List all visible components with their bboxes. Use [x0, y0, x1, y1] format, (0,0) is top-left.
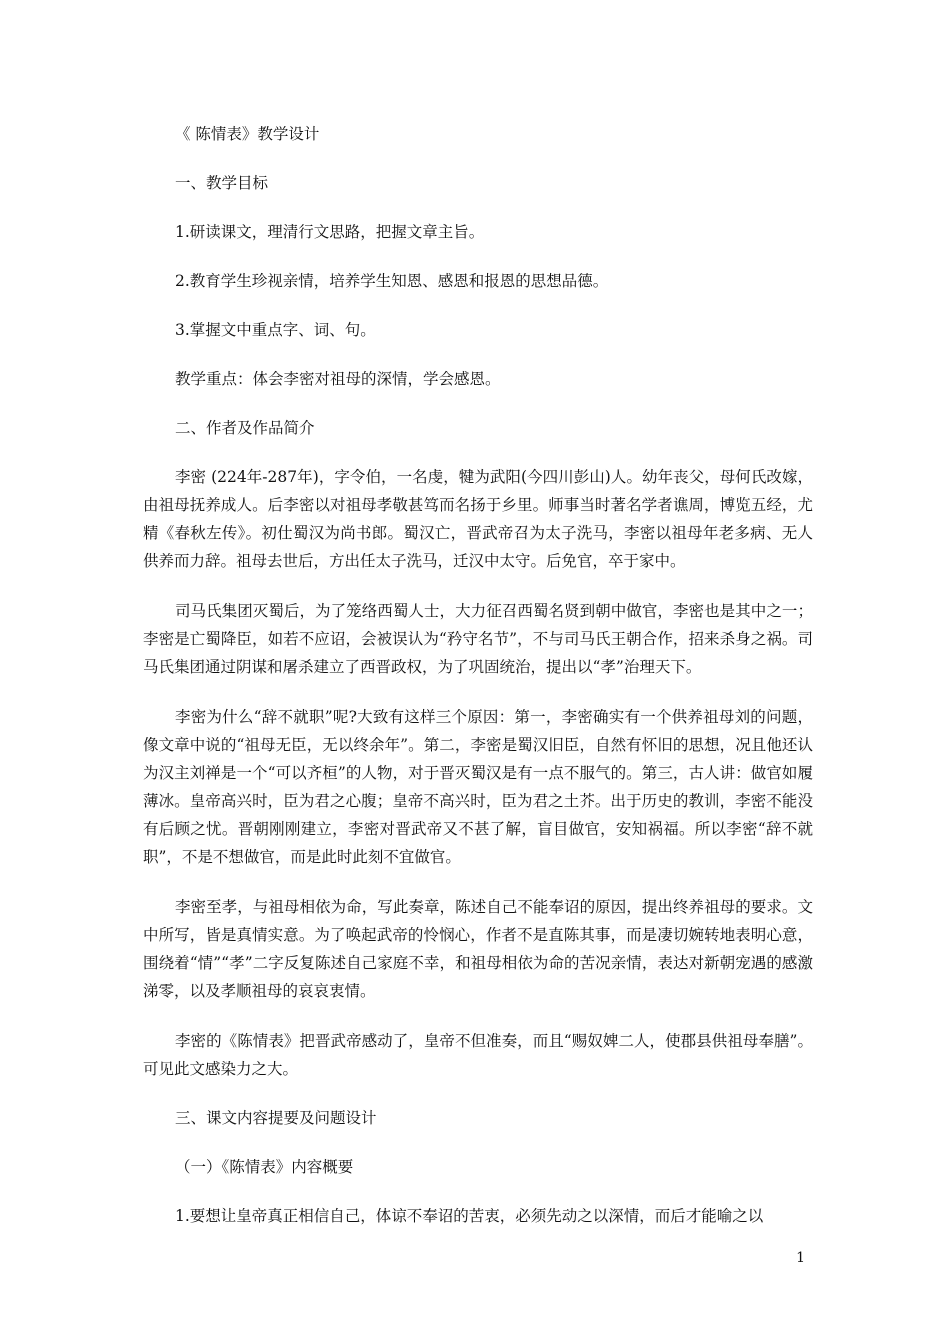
content-item: 1.要想让皇帝真正相信自己，体谅不奉诏的苦衷，必须先动之以深情，而后才能喻之以 — [175, 1207, 764, 1225]
paragraph: 李密 (224年-287年)，字令伯，一名虔，犍为武阳(今四川彭山)人。幼年丧父，母何氏改嫁，由祖母抚养成人。后李密以对祖母孝敬甚笃而名扬于乡里。师事当时著名学者谯周，博览五经，尤精《春秋左传》。初仕蜀汉为尚书郎。蜀汉亡，晋武帝召为太子洗马，李密以祖母年老多病、无人供养而力辞。祖母去世后，方出任太子洗马，迁汉中太守。后免官，卒于家中。 — [143, 468, 813, 570]
section-heading-objectives: 一、教学目标 — [175, 174, 269, 192]
document-title: 《 陈情表》教学设计 — [175, 125, 320, 143]
paragraph: 李密至孝，与祖母相依为命，写此奏章，陈述自己不能奉诏的原因，提出终养祖母的要求。文中所写，皆是真情实意。为了唤起武帝的怜悯心，作者不是直陈其事，而是凄切婉转地表明心意，围绕着“情”“孝”二字反复陈述自己家庭不幸，和祖母相依为命的苦况亲情，表达对新朝宠遇的感激涕零，以及孝顺祖母的哀哀衷情。 — [143, 898, 813, 1000]
paragraph: 李密为什么“辞不就职”呢?大致有这样三个原因：第一，李密确实有一个供养祖母刘的问题，像文章中说的“祖母无臣，无以终余年”。第二，李密是蜀汉旧臣，自然有怀旧的思想，况且他还认为汉主刘禅是一个“可以齐桓”的人物，对于晋灭蜀汉是有一点不服气的。第三，古人讲：做官如履薄冰。皇帝高兴时，臣为君之心腹；皇帝不高兴时，臣为君之土芥。出于历史的教训，李密不能没有后顾之忧。晋朝刚刚建立，李密对晋武帝又不甚了解，盲目做官，安知祸福。所以李密“辞不就职”，不是不想做官，而是此时此刻不宜做官。 — [143, 708, 813, 866]
objective-item: 2.教育学生珍视亲情，培养学生知恩、感恩和报恩的思想品德。 — [175, 272, 609, 290]
key-point: 教学重点：体会李密对祖母的深情，学会感恩。 — [175, 370, 501, 388]
paragraph: 李密的《陈情表》把晋武帝感动了，皇帝不但准奏，而且“赐奴婢二人，使郡县供祖母奉膳”。可见此文感染力之大。 — [143, 1032, 813, 1078]
document-body — [143, 120, 813, 1230]
objective-item: 1.研读课文，理清行文思路，把握文章主旨。 — [175, 223, 485, 241]
section-heading-author: 二、作者及作品简介 — [175, 419, 315, 437]
section-heading-content: 三、课文内容提要及问题设计 — [175, 1109, 377, 1127]
objective-item: 3.掌握文中重点字、词、句。 — [175, 321, 376, 339]
page-number: 1 — [796, 1250, 805, 1266]
subsection-heading: （一）《陈情表》内容概要 — [175, 1158, 354, 1176]
paragraph: 司马氏集团灭蜀后，为了笼络西蜀人士，大力征召西蜀名贤到朝中做官，李密也是其中之一；李密是亡蜀降臣，如若不应诏，会被误认为“矜守名节”，不与司马氏王朝合作，招来杀身之祸。司马氏集团通过阴谋和屠杀建立了西晋政权，为了巩固统治，提出以“孝”治理天下。 — [143, 602, 813, 676]
